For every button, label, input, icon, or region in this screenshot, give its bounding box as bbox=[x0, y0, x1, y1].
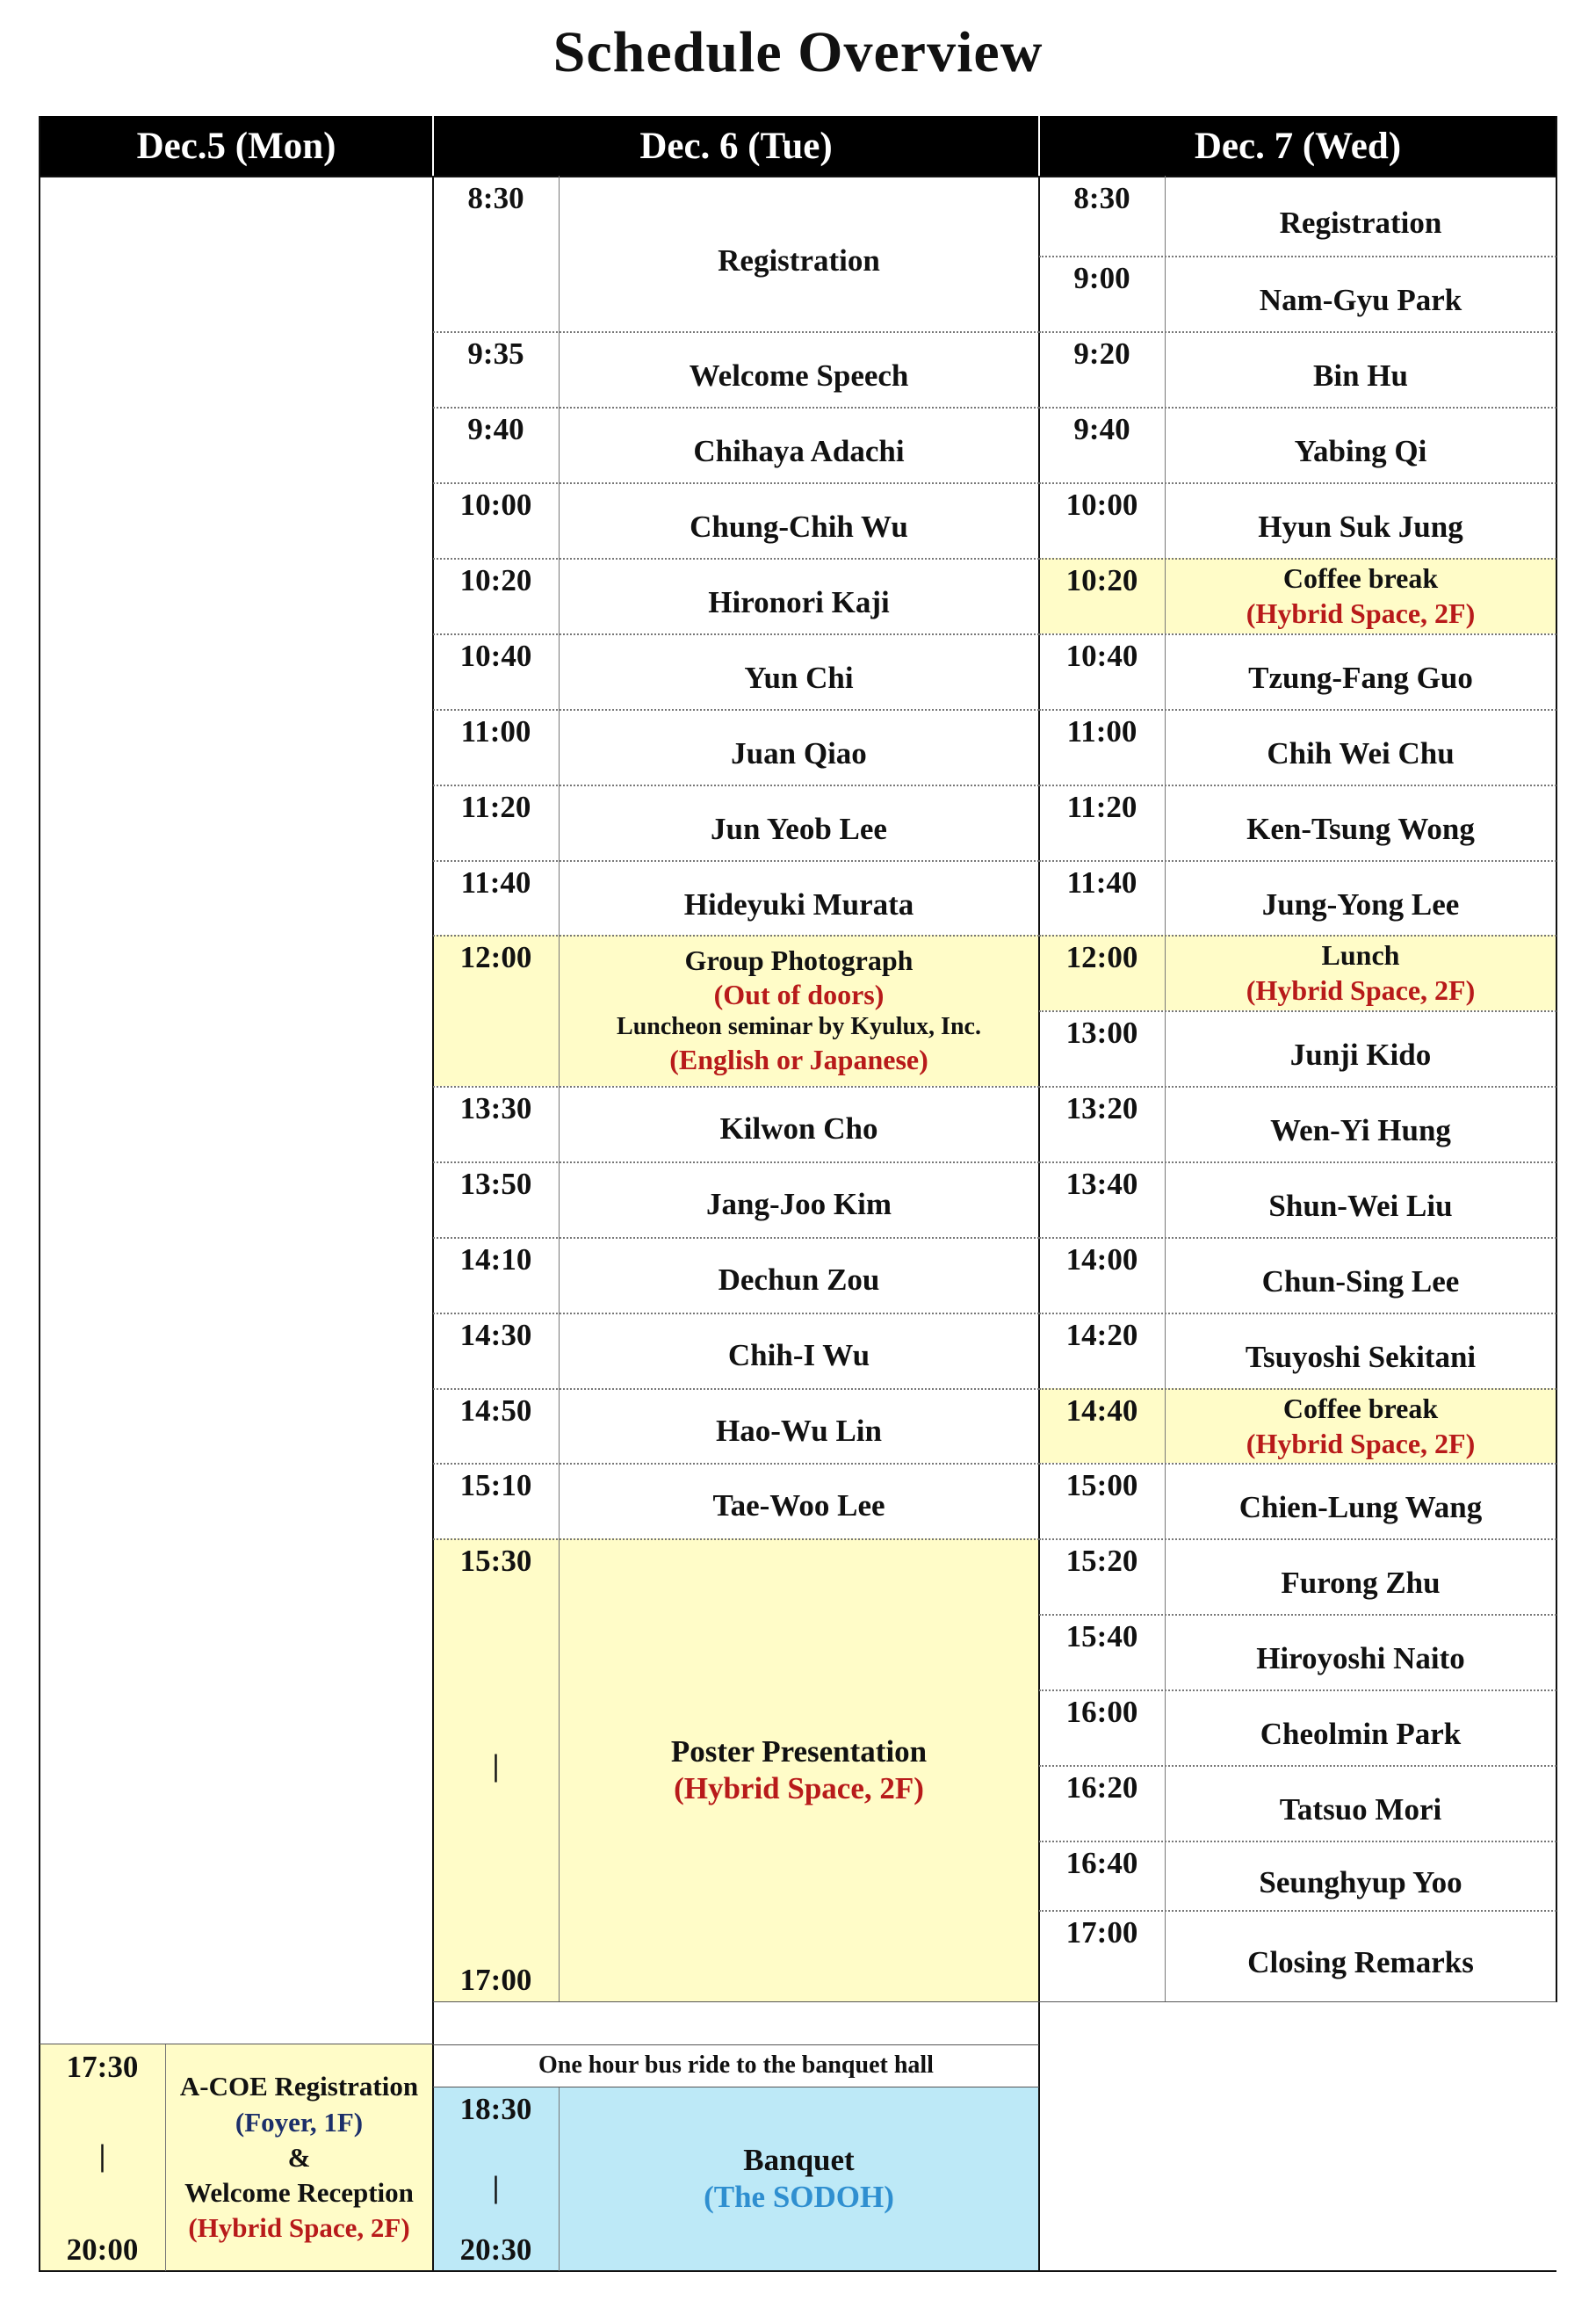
dec7-slot-time: 15:00 bbox=[1065, 1468, 1138, 1502]
dec7-slot-time: 17:00 bbox=[1065, 1915, 1138, 1950]
dec7-slot-time: 14:40 bbox=[1065, 1393, 1138, 1428]
row-divider bbox=[1039, 1086, 1556, 1088]
row-divider bbox=[1039, 1161, 1556, 1163]
row-divider bbox=[1039, 1689, 1556, 1691]
row-divider bbox=[1039, 785, 1556, 786]
header-separator bbox=[1038, 116, 1040, 176]
dec5-event bbox=[165, 2044, 433, 2271]
dec6-banquet-title: Banquet bbox=[743, 2143, 855, 2177]
dec6-banquet-end: 20:30 bbox=[459, 2232, 532, 2267]
dec6-group-photo-location: (Out of doors) bbox=[713, 979, 885, 1011]
dec6-slot-time: 10:20 bbox=[459, 563, 532, 597]
dec6-poster-location: (Hybrid Space, 2F) bbox=[674, 1770, 924, 1805]
dec6-slot-time: 9:40 bbox=[467, 412, 524, 446]
dec5-reception: Welcome Reception bbox=[184, 2177, 414, 2209]
dec7-break-title: Coffee break bbox=[1282, 1392, 1439, 1424]
page-title: Schedule Overview bbox=[552, 20, 1044, 84]
dec7-slot-time: 8:30 bbox=[1073, 181, 1130, 215]
row-line bbox=[433, 2001, 1039, 2002]
dec6-slot-time: 10:00 bbox=[459, 488, 532, 522]
dec7-break-title: Lunch bbox=[1321, 939, 1400, 971]
dec5-end-time: 20:00 bbox=[66, 2232, 139, 2267]
dec5-registration: A-COE Registration bbox=[179, 2071, 419, 2102]
dec7-slot-time: 13:20 bbox=[1065, 1091, 1138, 1125]
dec7-slot-title: Yabing Qi bbox=[1294, 434, 1427, 468]
column-separator bbox=[1038, 176, 1040, 2272]
dec6-luncheon-seminar: Luncheon seminar by Kyulux, Inc. bbox=[617, 1013, 981, 1041]
dec6-slot-title: Chihaya Adachi bbox=[693, 434, 905, 468]
row-divider bbox=[433, 860, 1039, 862]
dec7-slot-title: Chien-Lung Wang bbox=[1239, 1490, 1483, 1524]
dec6-slot-title: Registration bbox=[718, 242, 880, 278]
dec7-slot-title: Tzung-Fang Guo bbox=[1248, 661, 1473, 695]
dec7-slot-time: 15:40 bbox=[1065, 1619, 1138, 1653]
row-divider bbox=[433, 1388, 1039, 1390]
table-border bbox=[1556, 116, 1557, 2002]
dec7-slot-title: Hyun Suk Jung bbox=[1258, 510, 1463, 544]
table-border bbox=[39, 116, 40, 2272]
dec7-slot-time: 15:20 bbox=[1065, 1544, 1138, 1578]
dec7-slot-time: 13:00 bbox=[1065, 1016, 1138, 1050]
dec5-start-time: 17:30 bbox=[66, 2050, 139, 2084]
dec6-slot-title: Hironori Kaji bbox=[708, 585, 890, 619]
dec5-ampersand: & bbox=[287, 2141, 311, 2173]
row-divider bbox=[433, 482, 1039, 484]
dec7-slot-title: Registration bbox=[1279, 205, 1442, 240]
dec6-slot-time: 14:30 bbox=[459, 1318, 532, 1352]
dec7-slot-title: Cheolmin Park bbox=[1260, 1717, 1462, 1751]
dec6-group-photo: Group Photograph bbox=[684, 944, 914, 977]
time-separator bbox=[165, 2044, 166, 2271]
row-divider bbox=[1039, 1765, 1556, 1767]
dec7-slot-time: 11:00 bbox=[1066, 714, 1137, 749]
dec6-slot-time: 11:20 bbox=[460, 790, 531, 824]
row-divider bbox=[433, 935, 1039, 937]
dec7-break-event bbox=[1165, 935, 1556, 1010]
dec6-slot-title: Dechun Zou bbox=[718, 1263, 880, 1297]
row-divider bbox=[433, 1237, 1039, 1239]
dec6-poster-bar: | bbox=[492, 1748, 500, 1783]
dec6-slot-title: Kilwon Cho bbox=[719, 1111, 878, 1146]
dec7-slot-title: Tsuyoshi Sekitani bbox=[1245, 1340, 1477, 1374]
row-divider bbox=[433, 331, 1039, 333]
dec6-slot-time: 8:30 bbox=[467, 181, 524, 215]
dec5-time-bar: | bbox=[98, 2138, 106, 2173]
row-divider bbox=[433, 558, 1039, 560]
row-divider bbox=[1039, 407, 1556, 409]
dec7-slot-time: 14:00 bbox=[1065, 1242, 1138, 1277]
dec6-banquet-bar: | bbox=[492, 2170, 500, 2204]
row-divider bbox=[1039, 1614, 1556, 1616]
row-divider bbox=[433, 1086, 1039, 1088]
dec6-slot-title: Welcome Speech bbox=[689, 358, 909, 393]
row-line bbox=[1039, 2001, 1556, 2002]
row-divider bbox=[1039, 935, 1556, 937]
dec7-slot-time: 16:00 bbox=[1065, 1695, 1138, 1729]
dec6-slot-title: Chung-Chih Wu bbox=[690, 510, 908, 544]
row-divider bbox=[433, 785, 1039, 786]
row-divider bbox=[433, 1161, 1039, 1163]
row-divider bbox=[1039, 1538, 1556, 1540]
dec7-slot-title: Ken-Tsung Wong bbox=[1246, 812, 1475, 846]
row-divider bbox=[1039, 558, 1556, 560]
dec6-slot-title: Tae-Woo Lee bbox=[712, 1488, 885, 1523]
dec6-slot-time: 14:10 bbox=[459, 1242, 532, 1277]
dec7-slot-time: 16:40 bbox=[1065, 1846, 1138, 1880]
dec6-slot-time: 9:35 bbox=[467, 336, 524, 371]
dec7-slot-title: Chih Wei Chu bbox=[1267, 736, 1455, 771]
row-divider bbox=[433, 1313, 1039, 1314]
row-divider bbox=[433, 1463, 1039, 1465]
dec7-slot-title: Shun-Wei Liu bbox=[1268, 1189, 1453, 1223]
row-divider bbox=[1039, 256, 1556, 257]
dec7-slot-time: 16:20 bbox=[1065, 1770, 1138, 1805]
row-divider bbox=[1039, 860, 1556, 862]
dec7-slot-time: 9:40 bbox=[1073, 412, 1130, 446]
dec6-slot-time: 15:10 bbox=[459, 1468, 532, 1502]
time-separator bbox=[559, 176, 560, 1538]
dec5-reception-location: (Hybrid Space, 2F) bbox=[188, 2212, 410, 2244]
dec6-poster-event bbox=[559, 1538, 1039, 2001]
dec7-slot-title: Nam-Gyu Park bbox=[1259, 283, 1462, 317]
dec7-break-title: Coffee break bbox=[1282, 562, 1439, 594]
dec7-slot-title: Junji Kido bbox=[1289, 1038, 1432, 1072]
dec7-slot-title: Furong Zhu bbox=[1281, 1566, 1441, 1600]
dec7-slot-time: 9:20 bbox=[1073, 336, 1130, 371]
row-divider bbox=[1039, 1010, 1556, 1012]
row-divider bbox=[1039, 1313, 1556, 1314]
header-dec5: Dec.5 (Mon) bbox=[40, 116, 433, 176]
dec6-slot-time: 11:00 bbox=[460, 714, 531, 749]
dec7-break-event bbox=[1165, 1388, 1556, 1463]
row-divider bbox=[1039, 1841, 1556, 1842]
dec6-lunch-time: 12:00 bbox=[459, 940, 532, 974]
dec7-slot-title: Wen-Yi Hung bbox=[1270, 1113, 1451, 1147]
header-dec6: Dec. 6 (Tue) bbox=[433, 116, 1039, 176]
dec7-slot-time: 10:40 bbox=[1065, 639, 1138, 673]
dec6-slot-title: Hao-Wu Lin bbox=[716, 1413, 882, 1448]
row-divider bbox=[1039, 633, 1556, 635]
table-border bbox=[40, 2270, 1556, 2272]
row-divider bbox=[1039, 331, 1556, 333]
row-divider bbox=[1039, 482, 1556, 484]
dec5-registration-location: (Foyer, 1F) bbox=[235, 2106, 364, 2138]
dec7-slot-time: 12:00 bbox=[1065, 940, 1138, 974]
dec6-slot-title: Yun Chi bbox=[744, 661, 854, 695]
dec6-poster-start: 15:30 bbox=[459, 1544, 532, 1578]
header-dec7: Dec. 7 (Wed) bbox=[1039, 116, 1556, 176]
dec7-slot-title: Jung-Yong Lee bbox=[1261, 886, 1460, 922]
dec6-poster-end: 17:00 bbox=[459, 1963, 532, 1997]
dec7-slot-title: Closing Remarks bbox=[1247, 1945, 1474, 1979]
row-divider bbox=[1039, 1910, 1556, 1912]
dec6-slot-title: Hideyuki Murata bbox=[683, 886, 914, 922]
dec6-banquet-start: 18:30 bbox=[459, 2092, 532, 2126]
row-divider bbox=[1039, 1463, 1556, 1465]
dec7-slot-title: Seunghyup Yoo bbox=[1259, 1864, 1462, 1899]
dec6-slot-time: 11:40 bbox=[460, 865, 531, 900]
dec6-banquet-location: (The SODOH) bbox=[704, 2180, 894, 2214]
row-divider bbox=[1039, 1237, 1556, 1239]
dec7-break-location: (Hybrid Space, 2F) bbox=[1246, 974, 1476, 1006]
table-border bbox=[40, 176, 1556, 177]
time-separator bbox=[559, 1538, 560, 2001]
row-divider bbox=[433, 1538, 1039, 1540]
row-line bbox=[433, 2044, 1039, 2045]
dec7-slot-title: Hiroyoshi Naito bbox=[1256, 1641, 1465, 1675]
row-divider bbox=[433, 709, 1039, 711]
dec6-slot-title: Jun Yeob Lee bbox=[711, 812, 887, 846]
dec7-slot-title: Chun-Sing Lee bbox=[1261, 1264, 1460, 1299]
dec6-slot-title: Chih-I Wu bbox=[727, 1338, 870, 1372]
dec7-slot-time: 10:20 bbox=[1065, 563, 1138, 597]
dec7-break-location: (Hybrid Space, 2F) bbox=[1246, 597, 1476, 629]
dec6-luncheon-language: (English or Japanese) bbox=[669, 1043, 928, 1075]
dec6-slot-title: Jang-Joo Kim bbox=[706, 1187, 892, 1221]
dec7-slot-time: 14:20 bbox=[1065, 1318, 1138, 1352]
dec7-slot-time: 11:20 bbox=[1066, 790, 1137, 824]
row-divider bbox=[433, 633, 1039, 635]
row-divider bbox=[433, 407, 1039, 409]
dec7-slot-title: Bin Hu bbox=[1313, 358, 1408, 393]
dec6-slot-time: 10:40 bbox=[459, 639, 532, 673]
dec7-break-event bbox=[1165, 558, 1556, 633]
dec6-poster-title: Poster Presentation bbox=[670, 1733, 928, 1769]
dec7-slot-time: 9:00 bbox=[1073, 261, 1130, 295]
dec6-bus-note: One hour bus ride to the banquet hall bbox=[538, 2051, 934, 2080]
row-divider bbox=[1039, 1388, 1556, 1390]
dec7-break-location: (Hybrid Space, 2F) bbox=[1246, 1427, 1476, 1459]
dec7-slot-time: 11:40 bbox=[1066, 865, 1137, 900]
dec7-slot-time: 13:40 bbox=[1065, 1167, 1138, 1201]
dec6-slot-time: 13:50 bbox=[459, 1167, 532, 1201]
column-separator bbox=[432, 176, 434, 2272]
dec6-slot-time: 14:50 bbox=[459, 1393, 532, 1428]
time-separator bbox=[1165, 176, 1166, 2001]
dec7-slot-time: 10:00 bbox=[1065, 488, 1138, 522]
row-divider bbox=[1039, 709, 1556, 711]
dec7-slot-title: Tatsuo Mori bbox=[1279, 1792, 1442, 1827]
dec6-slot-title: Juan Qiao bbox=[731, 736, 867, 771]
dec6-banquet-event bbox=[559, 2087, 1039, 2271]
time-separator bbox=[559, 2087, 560, 2271]
header-separator bbox=[432, 116, 434, 176]
dec6-lunch-event bbox=[559, 935, 1039, 1086]
dec6-slot-time: 13:30 bbox=[459, 1091, 532, 1125]
